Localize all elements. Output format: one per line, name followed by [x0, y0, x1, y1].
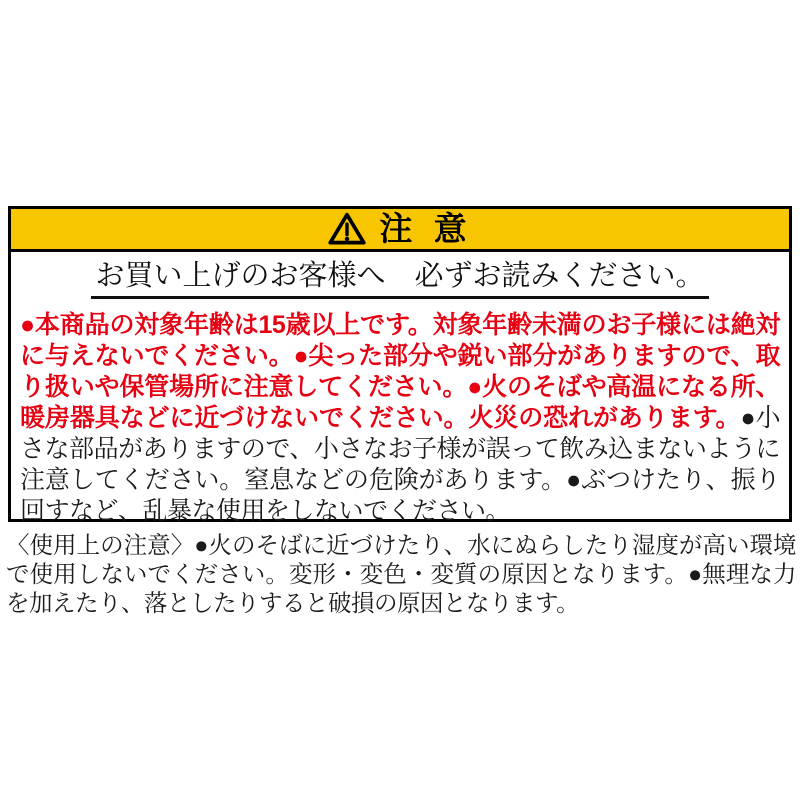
usage-notes-text: ●火のそばに近づけたり、水にぬらしたり湿度が高い環境で使用しないでください。変形・変色・変質の原因となります。●無理な力を加えたり、落としたりすると破損の原因となります。	[6, 532, 797, 616]
usage-notes	[6, 531, 796, 618]
caution-title: 注 意	[379, 209, 473, 247]
subtitle-row	[11, 252, 789, 304]
warning-triangle-icon	[327, 211, 367, 247]
warning-text-red: ●本商品の対象年齢は15歳以上です。対象年齢未満のお子様には絶対に与えないでください。●尖った部分や鋭い部分がありますので、取り扱いや保管場所に注意してください。●火のそばや高温になる所、暖房器具などに近づけないでください。火災の恐れがあります。	[20, 311, 780, 432]
warning-text-black: ●小さな部品がありますので、小さなお子様が誤って飲み込まないように注意してください。窒息などの危険があります。●ぶつけたり、振り回すなど、乱暴な使用をしないでください。	[20, 404, 780, 525]
usage-notes-label: 〈使用上の注意〉	[6, 532, 195, 558]
warning-paragraph	[20, 310, 780, 527]
caution-box	[8, 206, 792, 525]
caution-header	[11, 209, 789, 252]
subtitle-text: お買い上げのお客様へ 必ずお読みください。	[91, 257, 708, 299]
